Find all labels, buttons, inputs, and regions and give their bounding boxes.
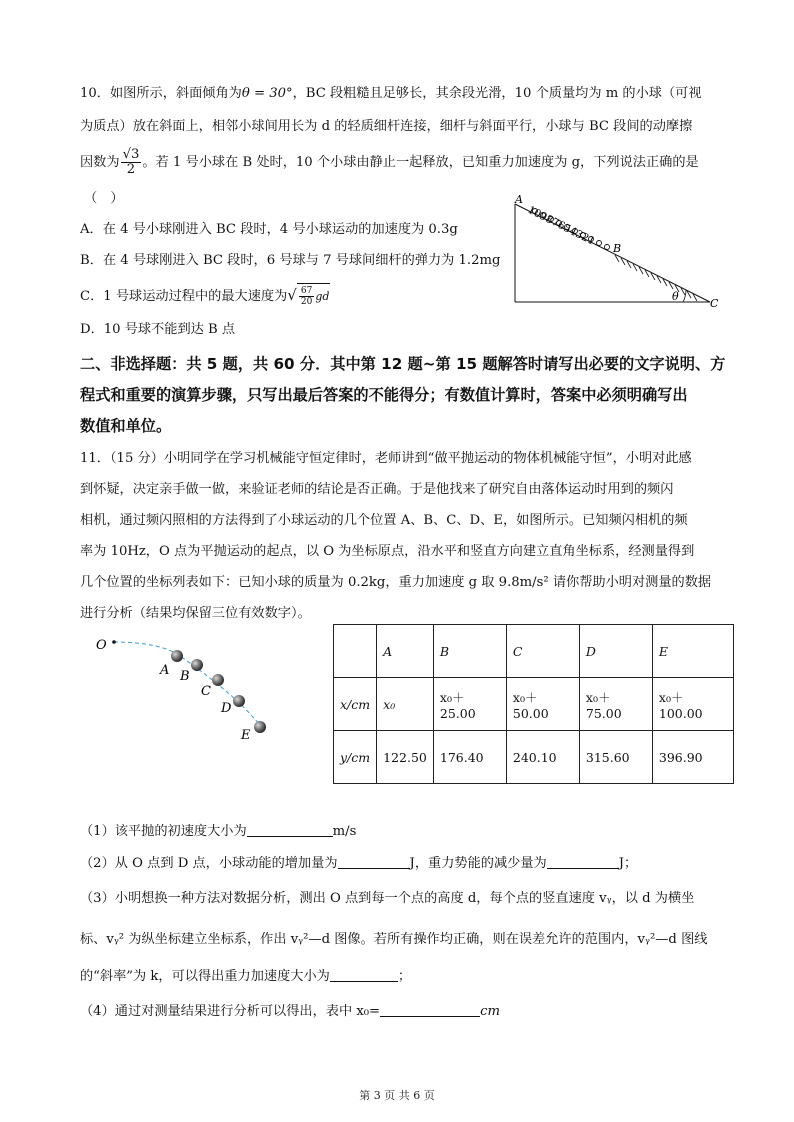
section2-line2: 程式和重要的演算步骤，只写出最后答案的不能得分；有数值计算时，答案中必须明确写出	[80, 386, 688, 404]
incline-figure	[505, 190, 735, 315]
table-cell: C	[506, 625, 579, 678]
table-cell: E	[652, 625, 733, 678]
table-cell: x₀＋50.00	[506, 678, 579, 731]
answer-blank-2b[interactable]	[547, 854, 619, 869]
table-cell: x₀	[377, 678, 434, 731]
answer-blank-1[interactable]	[247, 822, 333, 837]
q11-line5: 几个位置的坐标列表如下：已知小球的质量为 0.2kg，重力加速度 g 取 9.8m/s² 请你帮助小明对测量的数据	[80, 575, 712, 590]
q11-line1: 11．（15 分）小明同学在学习机械能守恒定律时，老师讲到“做平抛运动的物体机械能守恒”，小明对此感	[80, 451, 692, 466]
table-cell: B	[433, 625, 506, 678]
table-cell: 122.50	[377, 731, 434, 784]
label-o: O	[96, 638, 107, 653]
q11-part3-line3: 的“斜率”为 k，可以得出重力加速度大小为 ；	[80, 969, 412, 984]
ball-e	[254, 721, 266, 733]
table-cell: y/cm	[334, 731, 377, 784]
theta-value: θ = 30°	[241, 86, 293, 101]
ball-b	[191, 659, 203, 671]
table-cell: D	[579, 625, 652, 678]
q10-option-a: A．在 4 号小球刚进入 BC 段时，4 号小球运动的加速度为 0.3g	[80, 222, 458, 237]
table-cell: 315.60	[579, 731, 652, 784]
table-cell: x₀＋75.00	[579, 678, 652, 731]
q11-part3-line2: 标、vᵧ² 为纵坐标建立坐标系，作出 vᵧ²—d 图像。若所有操作均正确，则在误差允许的范围内，vᵧ²—d 图线	[80, 932, 708, 947]
label-e: E	[241, 728, 251, 743]
point-c-label: C	[710, 297, 719, 310]
trajectory	[114, 642, 262, 728]
origin-point	[112, 640, 116, 644]
q11-part2: （2）从 O 点到 D 点，小球动能的增加量为 J，重力势能的减少量为 J；	[80, 856, 638, 871]
table-cell: A	[377, 625, 434, 678]
q11-line3: 相机，通过频闪照相的方法得到了小球运动的几个位置 A、B、C、D、E，如图所示。已知频闪相机的频	[80, 513, 688, 528]
page-footer: 第 3 页 共 6 页	[359, 1089, 435, 1102]
ball-c	[212, 674, 224, 686]
table-cell: 396.90	[652, 731, 733, 784]
ball-d	[233, 695, 245, 707]
coordinate-table	[333, 624, 734, 784]
q11-part3-line1: （3）小明想换一种方法对数据分析，测出 O 点到每一个点的高度 d，每个点的竖直速度 vᵧ，以 d 为横坐	[80, 891, 695, 906]
projectile-figure	[90, 628, 290, 748]
ball-numbers: 10987654321	[525, 203, 597, 248]
table-row	[334, 678, 734, 731]
q10-line1: 10．如图所示，斜面倾角为θ = 30°，BC 段粗糙且足够长，其余段光滑，10 个质量均为 m 的小球（可视	[80, 86, 702, 101]
table-cell: x₀＋100.00	[652, 678, 733, 731]
point-a-label: A	[515, 193, 523, 206]
q11-part4: （4）通过对测量结果进行分析可以得出，表中 x₀= cm	[80, 1004, 501, 1019]
table-cell: 240.10	[506, 731, 579, 784]
label-b: B	[180, 669, 190, 684]
q11-part1: （1）该平抛的初速度大小为 m/s	[80, 824, 357, 839]
answer-blank-3[interactable]	[330, 967, 398, 982]
q11-line2: 到怀疑，决定亲手做一做，来验证老师的结论是否正确。于是他找来了研究自由落体运动时用到的频闪	[80, 482, 674, 497]
point-b-label: B	[613, 242, 622, 255]
answer-blank-2a[interactable]	[338, 854, 410, 869]
table-cell: 176.40	[433, 731, 506, 784]
q10-option-b: B．在 4 号球刚进入 BC 段时，6 号球与 7 号球间细杆的弹力为 1.2mg	[80, 253, 501, 268]
label-c: C	[201, 684, 211, 699]
q11-line4: 率为 10Hz，O 点为平抛运动的起点，以 O 为坐标原点，沿水平和竖直方向建立直角坐标系，经测量得到	[80, 544, 695, 559]
q10-option-c: C．1 号球运动过程中的最大速度为√ $\frac{67}{20}$ gd	[80, 282, 330, 310]
table-row	[334, 625, 734, 678]
hatching	[615, 255, 697, 301]
mu-fraction: $\frac{√3}{2}$	[122, 147, 140, 177]
q10-line3: 因数为 $\frac{√3}{2}$ 。若 1 号小球在 B 处时，10 个小球由静止一起释放，已知重力加速度为 g，下列说法正确的是	[80, 147, 699, 177]
table-cell: x/cm	[334, 678, 377, 731]
q10-option-d: D．10 号球不能到达 B 点	[80, 322, 236, 337]
table-row	[334, 731, 734, 784]
sqrt-fraction: $\frac{67}{20}$	[300, 286, 313, 307]
section2-line3: 数值和单位。	[80, 417, 172, 435]
label-a: A	[160, 663, 170, 678]
label-d: D	[221, 701, 232, 716]
q11-line6: 进行分析（结果均保留三位有效数字）。	[80, 606, 311, 621]
answer-blank-4[interactable]	[380, 1002, 480, 1017]
q10-line2: 为质点）放在斜面上，相邻小球间用长为 d 的轻质细杆连接，细杆与斜面平行，小球与 BC 段间的动摩擦	[80, 119, 693, 134]
table-cell: x₀＋25.00	[433, 678, 506, 731]
table-cell	[334, 625, 377, 678]
q10-answer-paren: （ ）	[84, 191, 124, 206]
ball-a	[171, 650, 183, 662]
theta-label: θ	[672, 290, 679, 303]
section2-line1: 二、非选择题：共 5 题，共 60 分．其中第 12 题~第 15 题解答时请写出必要的文字说明、方	[80, 355, 726, 373]
